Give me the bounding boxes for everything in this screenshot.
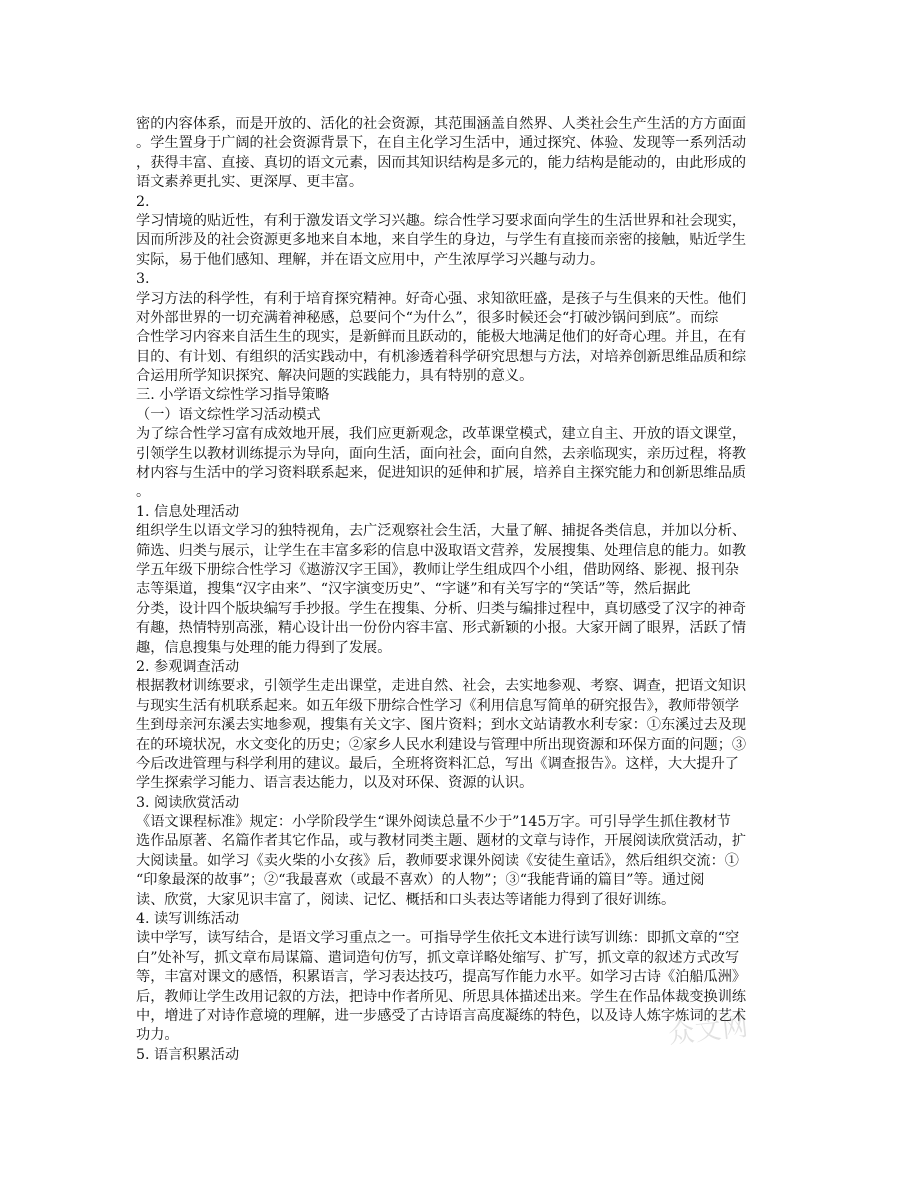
text-line: 材内容与生活中的学习资料联系起来，促进知识的延伸和扩展，培养自主探究能力和创新思维品质 (136, 465, 747, 482)
text-line: 分类，设计四个版块编写手抄报。学生在搜集、分析、归类与编排过程中，真切感受了汉字的神奇 (136, 600, 747, 617)
text-line: 合运用所学知识探究、解决问题的实践能力，具有特别的意义。 (136, 368, 534, 385)
text-line: 学习情境的贴近性，有利于激发语文学习兴趣。综合性学习要求面向学生的生活世界和社会现实， (136, 212, 747, 229)
text-line: 5. 语言积累活动 (136, 1046, 240, 1063)
text-line: 筛选、归类与展示，让学生在丰富多彩的信息中汲取语文营养，发展搜集、处理信息的能力。如教 (136, 542, 747, 559)
text-line: 今后改进管理与科学利用的建议。最后，全班将资料汇总，写出《调查报告》。这样，大大提升了 (136, 755, 739, 772)
text-line: 对外部世界的一切充满着神秘感，总要问个“为什么”，很多时候还会“打破沙锅问到底”。而综 (136, 309, 719, 326)
text-line: 白”处补写，抓文章布局谋篇、遣词造句仿写，抓文章详略处缩写、扩写，抓文章的叙述方式改写 (136, 949, 740, 966)
text-line: 有趣，热情特别高涨，精心设计出一份份内容丰富、形式新颖的小报。大家开阔了眼界，活跃了情 (136, 620, 747, 637)
text-line: 大阅读量。如学习《卖火柴的小女孩》后，教师要求课外阅读《安徒生童话》，然后组织交流：① (136, 852, 739, 869)
text-line: （一）语文综性学习活动模式 (136, 406, 321, 423)
text-line: 因而所涉及的社会资源更多地来自本地，来自学生的身边，与学生有直接而亲密的接触，贴近学生 (136, 232, 747, 249)
text-line: 根据教材训练要求，引领学生走出课堂，走进自然、社会，去实地参观、考察、调查，把语文知识 (136, 678, 747, 695)
text-line: 3. 阅读欣赏活动 (136, 794, 240, 811)
document-body (136, 115, 788, 1065)
text-line: 1. 信息处理活动 (136, 503, 240, 520)
text-line: 密的内容体系，而是开放的、活化的社会资源，其范围涵盖自然界、人类社会生产生活的方方面面 (136, 116, 747, 132)
text-line: 志等渠道，搜集“汉字由来”、“汉字演变历史”、“字谜”和有关写字的“笑话”等，然后据此 (136, 581, 691, 598)
text-line: 功力。 (136, 1027, 179, 1044)
text-line: 语文素养更扎实、更深厚、更丰富。 (136, 174, 364, 191)
text-line: 2. 参观调查活动 (136, 658, 240, 675)
text-line: 学生探索学习能力、语言表达能力，以及对环保、资源的认识。 (136, 775, 534, 792)
text-line: 。学生置身于广阔的社会资源背景下，在自主化学习生活中，通过探究、体验、发现等一系列活动 (136, 135, 747, 152)
watermark: 众文网 (666, 1011, 751, 1051)
text-line: 后，教师让学生改用记叙的方法，把诗中作者所见、所思具体描述出来。学生在作品体裁变换训练 (136, 988, 747, 1005)
text-line: 2. (136, 193, 150, 210)
text-line: 在的环境状况，水文变化的历史；②家乡人民水利建设与管理中所出现资源和环保方面的问题；③ (136, 736, 747, 753)
text-line: 与现实生活有机联系起来。如五年级下册综合性学习《利用信息写简单的研究报告》，教师带领学 (136, 697, 739, 714)
text-line: 为了综合性学习富有成效地开展，我们应更新观念，改革课堂模式，建立自主、开放的语文课堂， (136, 426, 747, 443)
text-line: 中，增进了对诗作意境的理解，进一步感受了古诗语言高度凝练的特色，以及诗人炼字炼词的艺术 (136, 1007, 747, 1024)
text-line: 。 (136, 484, 151, 501)
text-line: 《语文课程标准》规定：小学阶段学生“课外阅读总量不少于”145万字。可引导学生抓住教材节 (136, 814, 731, 831)
text-line: 引领学生以教材训练提示为导向，面向生活，面向社会，面向自然，去亲临现实，亲历过程，将教 (136, 445, 747, 462)
text-line: 学习方法的科学性，有利于培育探究精神。好奇心强、求知欲旺盛，是孩子与生俱来的天性。他们 (136, 290, 747, 307)
text-line: 读、欣赏，大家见识丰富了，阅读、记忆、概括和口头表达等诸能力得到了很好训练。 (136, 891, 676, 908)
text-line: 趣，信息搜集与处理的能力得到了发展。 (136, 639, 392, 656)
text-line: 组织学生以语文学习的独特视角，去广泛观察社会生活，大量了解、捕捉各类信息，并加以分析、 (136, 523, 747, 540)
text-line: 选作品原著、名篇作者其它作品，或与教材同类主题、题材的文章与诗作，开展阅读欣赏活动，扩 (136, 833, 747, 850)
text-line: 生到母亲河东溪去实地参观，搜集有关文字、图片资料；到水文站请教水利专家：①东溪过去及现 (136, 717, 747, 734)
text-line: 4. 读写训练活动 (136, 911, 240, 928)
text-line: 三. 小学语文综性学习指导策略 (136, 387, 330, 404)
text-line: 合性学习内容来自活生生的现实，是新鲜而且跃动的，能极大地满足他们的好奇心理。并且，在有 (136, 329, 747, 346)
text-line: 3. (136, 271, 150, 288)
text-line: 等，丰富对课文的感悟，积累语言，学习表达技巧，提高写作能力水平。如学习古诗《泊船瓜洲》 (136, 969, 747, 986)
text-line: “印象最深的故事”；②“我最喜欢（或最不喜欢）的人物”；③“我能背诵的篇目”等。通过阅 (136, 872, 705, 889)
text-line: 目的、有计划、有组织的活实践动中，有机渗透着科学研究思想与方法，对培养创新思维品质和综 (136, 348, 747, 365)
text-line: 学五年级下册综合性学习《遨游汉字王国》，教师让学生组成四个小组，借助网络、影视、报刊杂 (136, 561, 739, 578)
text-line: 读中学写，读写结合，是语文学习重点之一。可指导学生依托文本进行读写训练：即抓文章的“空 (136, 930, 740, 947)
text-line: ，获得丰富、直接、真切的语文元素，因而其知识结构是多元的，能力结构是能动的，由此形成的 (136, 154, 747, 171)
text-line: 实际，易于他们感知、理解，并在语文应用中，产生浓厚学习兴趣与动力。 (136, 251, 605, 268)
